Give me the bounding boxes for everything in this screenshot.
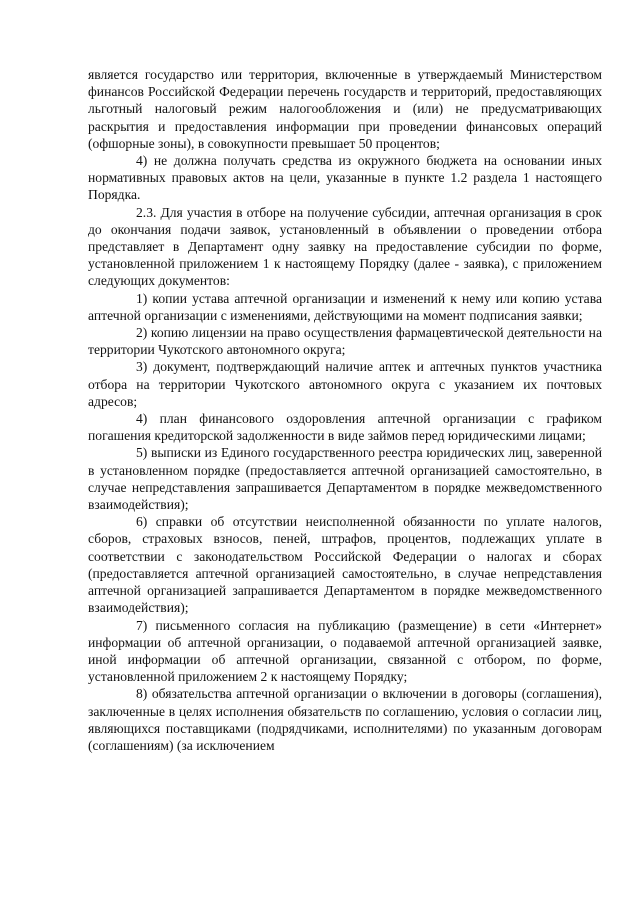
document-page <box>88 66 602 754</box>
list-item-4-recovery-plan: 4) план финансового оздоровления аптечной организации с графиком погашения кредиторской задолженности в виде займов перед юридическими лицами; <box>88 411 602 444</box>
list-item-1-charter: 1) копии устава аптечной организации и изменений к нему или копию устава аптечной организации с изменениями, действующими на момент подписания заявки; <box>88 290 602 323</box>
list-item-6-tax-certificate: 6) справки об отсутствии неисполненной обязанности по уплате налогов, сборов, страховых взносов, пеней, штрафов, процентов, подлежащих уплате в соответствии с законодательством Российской Федерации о налогах и сборах (предоставляется аптечной организацией самостоятельно, в случае непредставления аптечной организацией запрашивается Департаментом в порядке межведомственного взаимодействия); <box>88 514 602 616</box>
paragraph-item-4-budget: 4) не должна получать средства из окружного бюджета на основании иных нормативных правовых актов на цели, указанные в пункте 1.2 раздела 1 настоящего Порядка. <box>88 153 602 203</box>
list-item-3-pharmacies: 3) документ, подтверждающий наличие аптек и аптечных пунктов участника отбора на территории Чукотского автономного округа с указанием их почтовых адресов; <box>88 359 602 409</box>
list-item-5-registry-extract: 5) выписки из Единого государственного реестра юридических лиц, заверенной в установленном порядке (предоставляется аптечной организацией самостоятельно, в случае непредставления запрашивается Департаментом в порядке межведомственного взаимодействия); <box>88 445 602 513</box>
list-item-7-publication-consent: 7) письменного согласия на публикацию (размещение) в сети «Интернет» информации об аптечной организации, о подаваемой аптечной организацией заявке, иной информации об аптечной организации, связанной с отбором, по форме, установленной приложением 2 к настоящему Порядку; <box>88 617 602 685</box>
paragraph-continuation-offshore: является государство или территория, включенные в утверждаемый Министерством финансов Российской Федерации перечень государств и территорий, предоставляющих льготный налоговый режим налогообложения и (или) не предусматривающих раскрытия и предоставления информации при проведении финансовых операций (офшорные зоны), в совокупности превышает 50 процентов; <box>88 67 602 151</box>
paragraph-2-3-application: 2.3. Для участия в отборе на получение субсидии, аптечная организация в срок до окончания подачи заявок, установленный в объявлении о проведении отбора представляет в Департамент одну заявку на предоставление субсидии по форме, установленной приложением 1 к настоящему Порядку (далее - заявка), с приложением следующих документов: <box>88 204 602 289</box>
list-item-2-license: 2) копию лицензии на право осуществления фармацевтической деятельности на территории Чукотского автономного округа; <box>88 325 602 358</box>
list-item-8-obligations: 8) обязательства аптечной организации о включении в договоры (соглашения), заключенные в целях исполнения обязательств по соглашению, условия о согласии лиц, являющихся поставщиками (подрядчиками, исполнителями) по указанным договорам (соглашениям) (за исключением <box>88 686 602 753</box>
